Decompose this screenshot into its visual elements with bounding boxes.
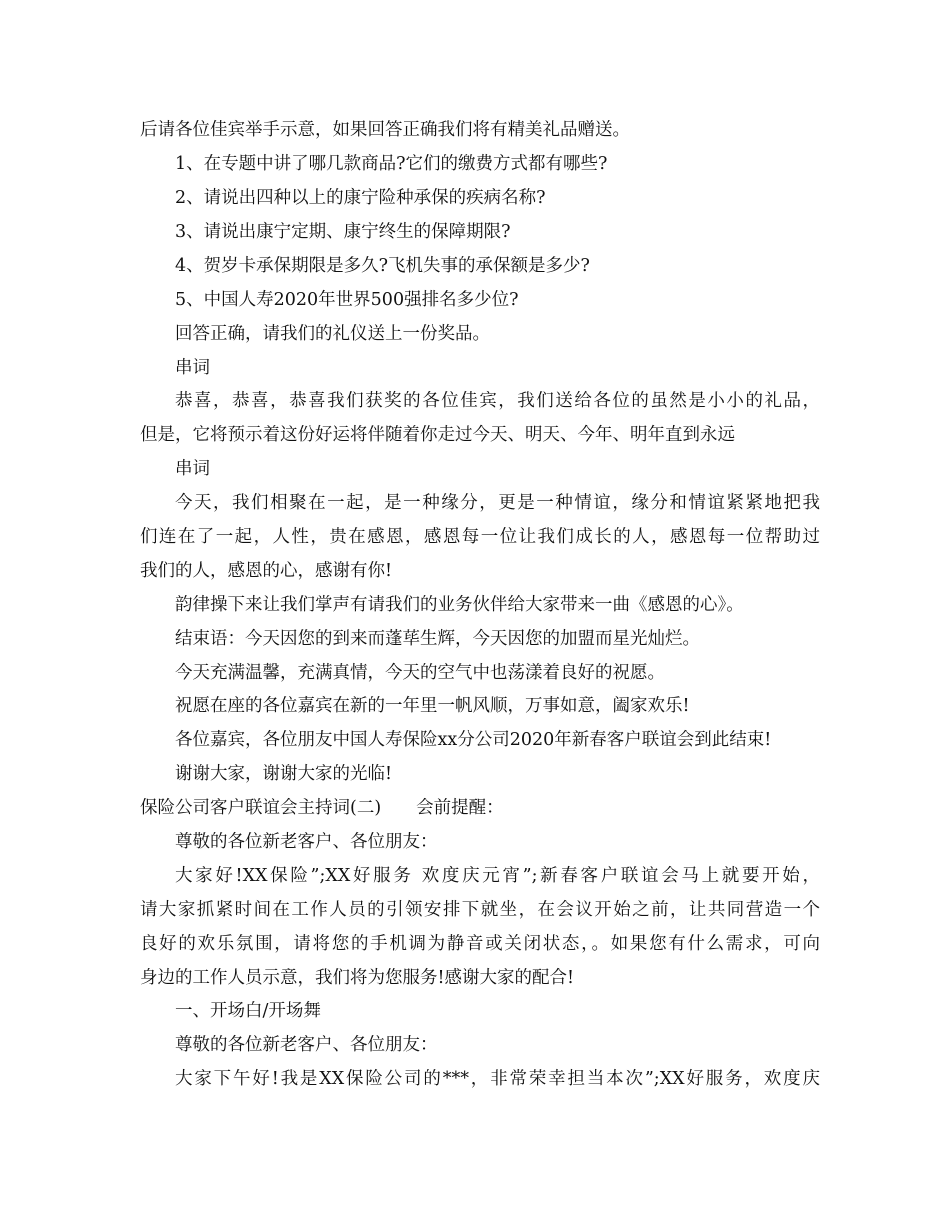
text-line: 今天，我们相聚在一起，是一种缘分，更是一种情谊，缘分和情谊紧紧地把我 [175,493,820,513]
text-line: 大家好!XX保险”;XX好服务 欢度庆元宵”;新春客户联谊会马上就要开始， [175,866,820,886]
text-line: 大家下午好!我是XX保险公司的***，非常荣幸担当本次”;XX好服务，欢度庆 [175,1069,820,1089]
section-heading: 保险公司客户联谊会主持词(二) 会前提醒： [140,798,504,818]
question-line: 2、请说出四种以上的康宁险种承保的疾病名称? [175,188,546,208]
text-line: 尊敬的各位新老客户、各位朋友： [175,1035,438,1055]
section-label: 串词 [175,459,210,479]
text-line: 恭喜，恭喜，恭喜我们获奖的各位佳宾，我们送给各位的虽然是小小的礼品， [175,391,820,411]
text-line: 我们的人，感恩的心，感谢有你! [140,561,393,581]
question-line: 4、贺岁卡承保期限是多久?飞机失事的承保额是多少? [175,256,590,276]
text-line: 谢谢大家，谢谢大家的光临! [175,764,393,784]
question-line: 5、中国人寿2020年世界500强排名多少位? [175,290,519,310]
section-label: 串词 [175,358,210,378]
text-line: 各位嘉宾，各位朋友中国人寿保险xx分公司2020年新春客户联谊会到此结束! [175,730,772,750]
question-line: 3、请说出康宁定期、康宁终生的保障期限? [175,222,511,242]
text-line: 韵律操下来让我们掌声有请我们的业务伙伴给大家带来一曲《感恩的心》。 [175,595,744,615]
text-line: 今天充满温馨，充满真情，今天的空气中也荡漾着良好的祝愿。 [175,663,665,683]
text-line: 尊敬的各位新老客户、各位朋友： [175,832,438,852]
question-line: 1、在专题中讲了哪几款商品?它们的缴费方式都有哪些? [175,154,608,174]
text-line: 请大家抓紧时间在工作人员的引领安排下就坐，在会议开始之前，让共同营造一个 [140,900,820,920]
text-line: 良好的欢乐氛围，请将您的手机调为静音或关闭状态，。如果您有什么需求，可向 [140,934,820,954]
text-line: 但是，它将预示着这份好运将伴随着你走过今天、明天、今年、明年直到永远 [140,425,735,445]
text-line: 们连在了一起，人性，贵在感恩，感恩每一位让我们成长的人，感恩每一位帮助过 [140,527,820,547]
text-line: 祝愿在座的各位嘉宾在新的一年里一帆风顺，万事如意，阖家欢乐! [175,696,690,716]
text-line: 后请各位佳宾举手示意，如果回答正确我们将有精美礼品赠送。 [140,120,630,140]
text-line: 回答正确，请我们的礼仪送上一份奖品。 [175,324,490,344]
text-line: 结束语：今天因您的到来而蓬荜生辉，今天因您的加盟而星光灿烂。 [175,629,700,649]
text-line: 身边的工作人员示意，我们将为您服务!感谢大家的配合! [140,968,575,988]
section-heading: 一、开场白/开场舞 [175,1001,321,1021]
